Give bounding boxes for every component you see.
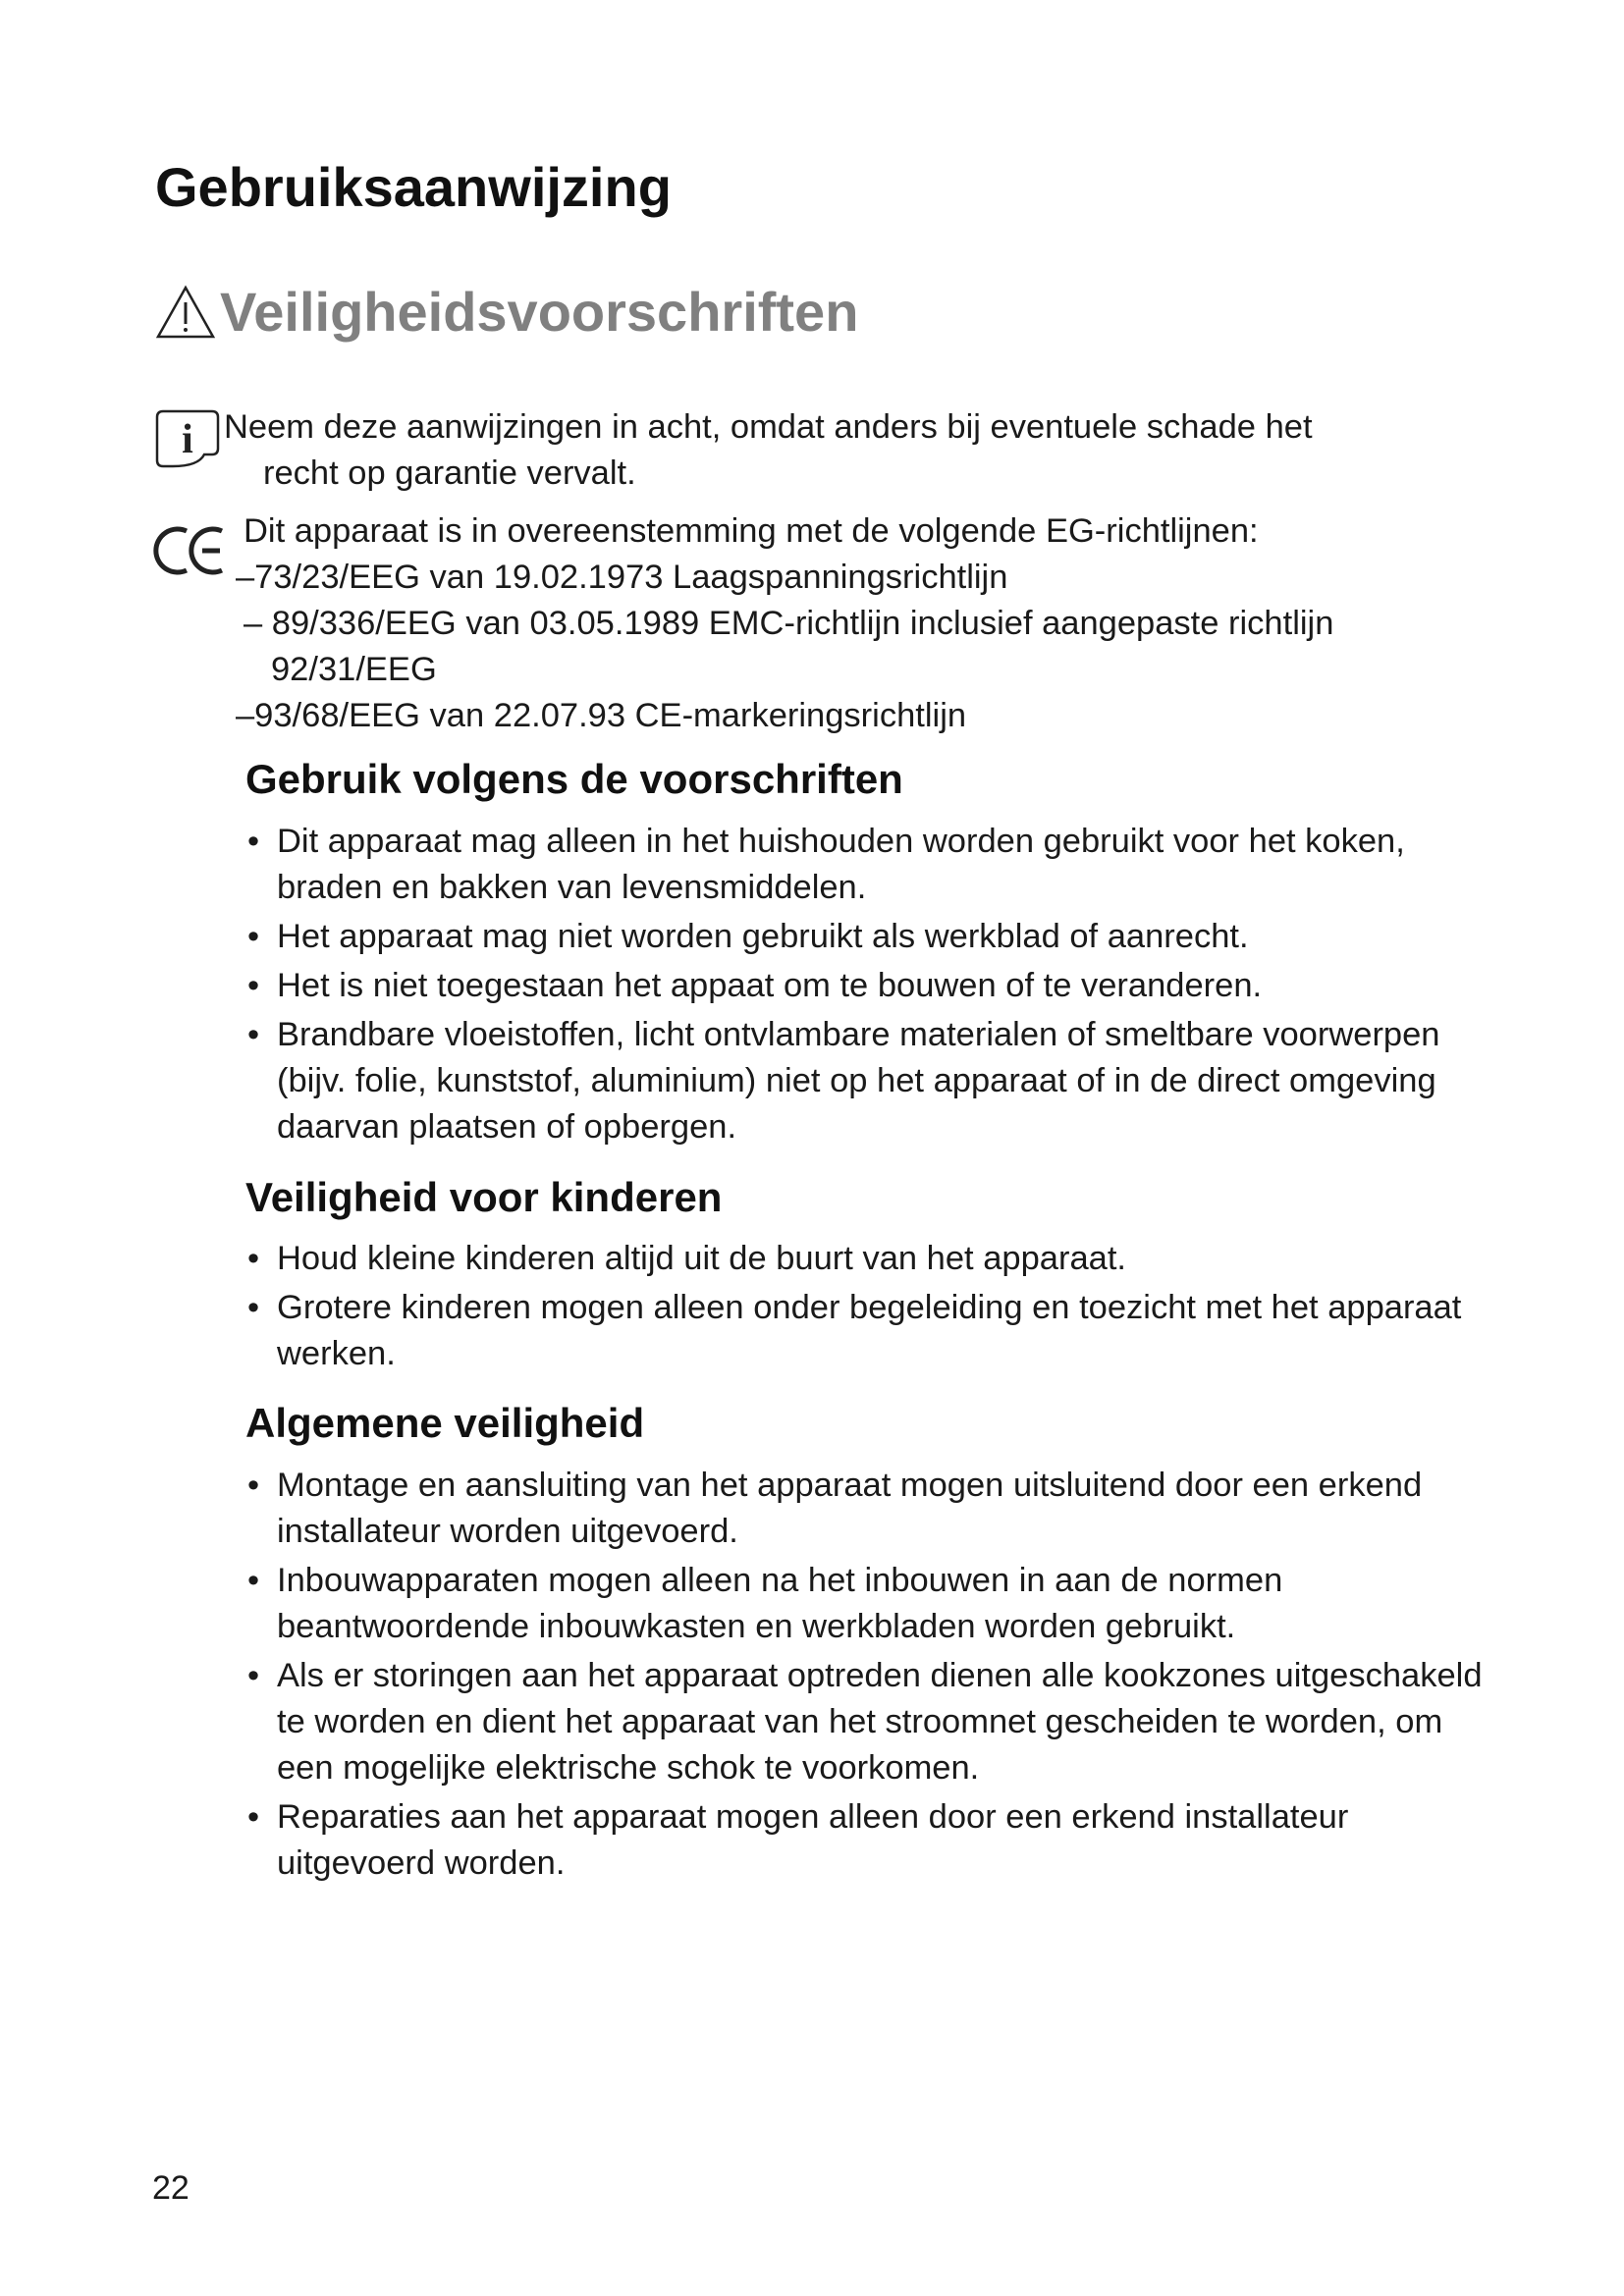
bullet-list: [245, 1236, 1483, 1380]
list-item: • Het is niet toegestaan het appaat om te bouwen of te veranderen.: [247, 967, 1263, 1004]
list-item: • Dit apparaat mag alleen in het huishouden worden gebruikt voor het koken, braden en bakken van levensmiddelen.: [247, 823, 1405, 906]
info-line-2: recht op garantie vervalt.: [263, 454, 636, 492]
list-item: • Reparaties aan het apparaat mogen alleen door een erkend installateur uitgevoerd worden.: [247, 1798, 1349, 1882]
list-item: • Grotere kinderen mogen alleen onder begeleiding en toezicht met het apparaat werken.: [247, 1289, 1462, 1372]
warning-triangle-icon: [155, 285, 216, 340]
list-item: • Brandbare vloeistoffen, licht ontvlambare materialen of smeltbare voorwerpen (bijv. folie, kunststof, aluminium) niet op het apparaat of in de direct omgeving daarvan plaatsen of opbergen.: [247, 1016, 1440, 1146]
subsection-title: Veiligheid voor kinderen: [245, 1174, 723, 1220]
info-icon: [149, 407, 224, 470]
section-title: [155, 280, 858, 344]
svg-text:i: i: [182, 417, 193, 462]
list-item: • Inbouwapparaten mogen alleen na het inbouwen in aan de normen beantwoordende inbouwkasten en werkbladen worden gebruikt.: [247, 1562, 1283, 1645]
section-title-text: Veiligheidsvoorschriften: [220, 281, 859, 343]
list-item: • Houd kleine kinderen altijd uit de buurt van het apparaat.: [247, 1240, 1126, 1277]
list-item: • Het apparaat mag niet worden gebruikt als werkblad of aanrecht.: [247, 918, 1249, 955]
info-line-1: Neem deze aanwijzingen in acht, omdat anders bij eventuele schade het: [224, 408, 1313, 446]
ce-intro: Dit apparaat is in overeenstemming met de volgende EG-richtlijnen:: [244, 512, 1259, 550]
directive-2-line-2: 92/31/EEG: [271, 651, 437, 688]
subsection-title: Gebruik volgens de voorschriften: [245, 756, 903, 802]
ce-mark-icon: [153, 523, 228, 578]
page-title: Gebruiksaanwijzing: [155, 156, 672, 218]
directive-3: –93/68/EEG van 22.07.93 CE-markeringsrichtlijn: [236, 697, 967, 734]
info-paragraph: [224, 404, 1471, 497]
list-item: • Als er storingen aan het apparaat optreden dienen alle kookzones uitgeschakeld te worden en dient het apparaat van het stroomnet gescheiden te worden, om een mogelijke elektrische schok te voorkomen.: [247, 1657, 1483, 1787]
directive-2-line-1: – 89/336/EEG van 03.05.1989 EMC-richtlijn inclusief aangepaste richtlijn: [244, 605, 1334, 642]
bullet-list: [245, 819, 1483, 1153]
ce-directives: [236, 508, 1471, 739]
list-item: • Montage en aansluiting van het apparaat mogen uitsluitend door een erkend installateur worden uitgevoerd.: [247, 1467, 1423, 1550]
page-number: 22: [152, 2169, 189, 2207]
directive-1: –73/23/EEG van 19.02.1973 Laagspanningsrichtlijn: [236, 559, 1008, 596]
bullet-list: [245, 1463, 1483, 1890]
subsection-title: Algemene veiligheid: [245, 1400, 645, 1446]
